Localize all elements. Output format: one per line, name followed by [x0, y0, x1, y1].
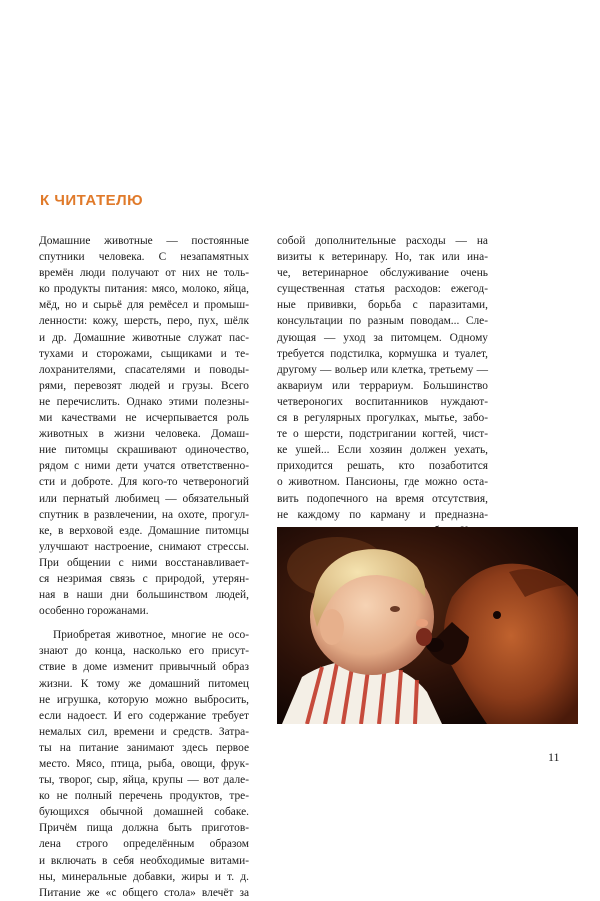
text-line: животных в жизни человека. Домаш-: [39, 428, 249, 441]
text-line: особенно горожанами.: [39, 605, 149, 618]
text-line: другому — вольер или клетка, третьему —: [277, 363, 488, 376]
text-line: че, ветеринарное обслуживание очень: [277, 267, 488, 280]
text-line: улучшают настроение, снимают стрессы.: [39, 540, 249, 553]
text-line: ние питомцы скрашивают одиночество,: [39, 444, 249, 457]
text-line: и др. Домашние животные служат пас-: [39, 331, 249, 344]
text-line: Питание же «с общего стола» влечёт за: [39, 886, 249, 899]
text-line: мёд, но и сырьё для ремёсел и промыш-: [39, 299, 249, 312]
text-line: те о шерсти, подстригании когтей, чист-: [277, 428, 488, 441]
text-line: и включать в себя необходимые витами-: [39, 854, 249, 867]
text-line: При общении с ними восстанавливает-: [39, 556, 249, 569]
text-line: ке ушей... Если хозяин должен уехать,: [277, 444, 488, 457]
text-line: Приобретая животное, многие не осо-: [53, 629, 249, 642]
text-line: не игрушка, которую можно выбросить,: [39, 693, 249, 706]
text-line: спутник в развлечении, на охоте, прогул-: [39, 508, 249, 521]
text-line: ко продукты питания: мясо, молоко, яйца,: [39, 283, 249, 296]
text-line: не каждому по карману и предназна-: [277, 508, 488, 521]
text-line: времён люди получают от них не толь-: [39, 267, 249, 280]
text-line: жизни. К тому же домашний питомец: [39, 677, 249, 690]
text-line: визиты к ветеринару. Но, так или ина-: [277, 251, 488, 264]
text-line: или пернатый любимец — обязательный: [39, 492, 249, 505]
text-line: место. Мясо, птица, рыба, овощи, фрук-: [39, 758, 249, 770]
text-line: о животном. Пансионы, где можно оста-: [277, 476, 488, 489]
text-line: сти и доброте. Для кого-то четвероногий: [39, 476, 249, 489]
text-line: лохранителями, спасателями и поводы-: [39, 363, 249, 376]
page-number: 11: [548, 750, 560, 764]
text-line: приходится решать, кто позаботится: [277, 460, 488, 473]
text-line: требуется подстилка, кормушка и туалет,: [277, 347, 488, 360]
text-line: ствие в доме изменит привычный образ: [39, 661, 249, 674]
text-line: ке, в верховой езде. Домашние питомцы: [39, 524, 249, 537]
text-line: ся незримая связь с природой, утерян-: [39, 572, 249, 585]
text-line: четвероногих воспитанников нуждают-: [277, 395, 488, 408]
paragraph-2: [39, 627, 249, 901]
text-line: ко не полный перечень продуктов, тре-: [39, 790, 249, 803]
text-line: Причём пища должна быть приготов-: [39, 822, 249, 835]
text-line: если надоест. И его содержание требует: [39, 709, 249, 722]
section-heading: К ЧИТАТЕЛЮ: [40, 192, 144, 209]
text-line: спутники человека. С незапамятных: [39, 251, 249, 264]
text-line: не перечислить. Однако этими полезны-: [39, 395, 249, 408]
text-line: ты на питание занимают здесь первое: [39, 741, 249, 754]
text-line: ми качествами не исчерпывается роль: [39, 412, 249, 425]
text-line: тухами и сторожами, сыщиками и те-: [39, 347, 249, 360]
text-line: лена строго определённым образом: [39, 838, 249, 851]
text-line: ная в наши дни большинством людей,: [39, 589, 249, 602]
child-and-dog-photo: [277, 527, 578, 724]
left-text-column: [39, 233, 249, 901]
paragraph-gap: [39, 619, 249, 627]
text-line: знают до конца, насколько его присут-: [39, 645, 249, 658]
text-line: собой дополнительные расходы — на: [277, 235, 488, 247]
text-line: вить подопечного на время отсутствия,: [277, 492, 488, 505]
text-line: консультации по разным поводам... Сле-: [277, 315, 488, 328]
text-line: аквариум или террариум. Большинство: [277, 379, 488, 392]
text-line: ты, творог, сыр, яйца, крупы — вот дале-: [39, 774, 249, 787]
text-line: немалых сил, времени и средств. Затра-: [39, 725, 249, 738]
text-line: ся в регулярных прогулках, мытье, забо-: [277, 412, 488, 425]
text-line: ные прививки, борьба с паразитами,: [277, 299, 488, 312]
text-line: ны, минеральные добавки, жиры и т. д.: [39, 870, 249, 883]
text-line: рями, перевозят людей и грузы. Всего: [39, 379, 249, 392]
text-line: бующихся обычной домашней собаке.: [39, 806, 249, 819]
text-line: ленности: кожу, шерсть, перо, пух, шёлк: [39, 315, 249, 328]
photo-illustration: [277, 527, 578, 724]
text-line: Домашние животные — постоянные: [39, 235, 249, 247]
text-line: рядом с ними дети учатся ответственно-: [39, 460, 249, 473]
text-line: дующая — уход за питомцем. Одному: [277, 331, 488, 344]
paragraph-1: [39, 233, 249, 619]
text-line: существенная статья расходов: ежегод-: [277, 283, 488, 296]
